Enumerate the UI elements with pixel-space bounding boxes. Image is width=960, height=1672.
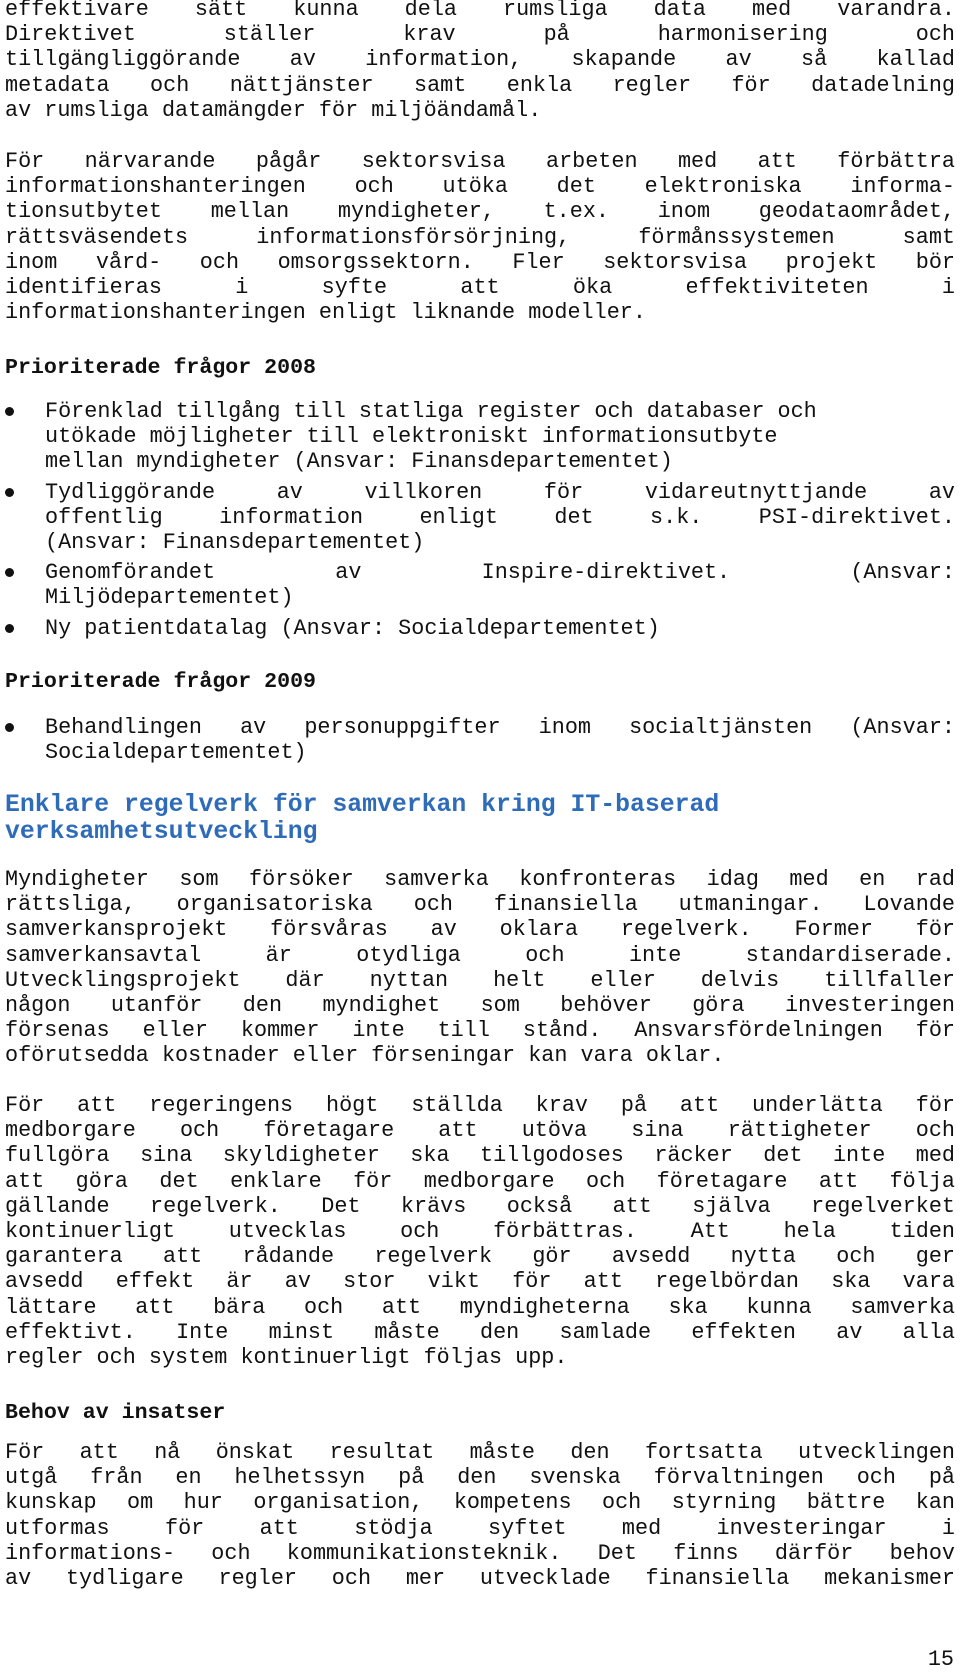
paragraph-regeringen xyxy=(5,1093,955,1370)
list-item xyxy=(5,616,955,641)
bullet-icon xyxy=(5,407,14,416)
bullet-icon xyxy=(5,723,14,732)
text-line: försenas eller kommer inte till stånd. Ansvarsfördelningen för xyxy=(5,1018,955,1044)
text-line: garantera att rådande regelverk gör avsedd nytta och ger xyxy=(5,1244,955,1270)
paragraph-intro xyxy=(5,0,955,123)
text-line: att göra det enklare för medborgare och företagare att följa xyxy=(5,1168,955,1194)
text-line: Miljödepartementet) xyxy=(45,585,294,611)
bullet-icon xyxy=(5,568,14,577)
text-line: För att regeringens högt ställda krav på att underlätta för xyxy=(5,1093,955,1118)
text-line: utökade möjligheter till elektroniskt informationsutbyte xyxy=(45,424,778,450)
text-line: Myndigheter som försöker samverka konfronteras idag med en rad xyxy=(5,867,955,892)
text-line: Ny patientdatalag (Ansvar: Socialdepartementet) xyxy=(45,615,660,641)
text-line: tionsutbytet mellan myndigheter, t.ex. inom geodataområdet, xyxy=(5,199,955,225)
text-line: regler och system kontinuerligt följas upp. xyxy=(5,1344,568,1370)
text-line: (Ansvar: Finansdepartementet) xyxy=(45,529,425,555)
heading-line: verksamhetsutveckling xyxy=(5,818,318,846)
text-line: Utvecklingsprojekt där nyttan helt eller delvis tillfaller xyxy=(5,967,955,993)
text-line: fullgöra sina skyldigheter ska tillgodoses räcker det inte med xyxy=(5,1143,955,1169)
paragraph-behov xyxy=(5,1440,955,1591)
paragraph-myndigheter xyxy=(5,867,955,1069)
text-line: medborgare och företagare att utöva sina rättigheter och xyxy=(5,1118,955,1144)
text-line: identifieras i syfte att öka effektiviteten i xyxy=(5,274,955,300)
text-line: inom vård- och omsorgssektorn. Fler sektorsvisa projekt bör xyxy=(5,249,955,275)
text-line: kontinuerligt utvecklas och förbättras. Att hela tiden xyxy=(5,1218,955,1244)
section-subheading: Behov av insatser xyxy=(5,1401,226,1425)
section-subheading: Prioriterade frågor 2008 xyxy=(5,356,317,380)
text-line: För närvarande pågår sektorsvisa arbeten med att förbättra xyxy=(5,149,955,174)
text-line: lättare att bära och att myndigheterna ska kunna samverka xyxy=(5,1294,955,1320)
text-line: någon utanför den myndighet som behöver göra investeringen xyxy=(5,992,955,1018)
text-line: Socialdepartementet) xyxy=(45,740,307,766)
text-line: rättsliga, organisatoriska och finansiella utmaningar. Lovande xyxy=(5,892,955,918)
bullet-icon xyxy=(5,488,14,497)
heading-line: Enklare regelverk för samverkan kring IT-baserad xyxy=(5,791,720,819)
heading-behov xyxy=(5,1401,955,1426)
section-subheading: Prioriterade frågor 2009 xyxy=(5,670,317,694)
heading-2009 xyxy=(5,670,955,695)
text-line: oförutsedda kostnader eller förseningar kan vara oklar. xyxy=(5,1043,725,1069)
text-line: Genomförandet av Inspire-direktivet. (Ansvar: xyxy=(45,560,955,586)
section-heading xyxy=(5,792,955,846)
bullet-list-2008 xyxy=(5,399,955,641)
text-line: effektivare sätt kunna dela rumsliga data med varandra. xyxy=(5,0,955,22)
text-line: gällande regelverk. Det krävs också att själva regelverket xyxy=(5,1193,955,1219)
text-line: Behandlingen av personuppgifter inom socialtjänsten (Ansvar: xyxy=(45,715,955,740)
paragraph-sector xyxy=(5,149,955,325)
bullet-icon xyxy=(5,624,14,633)
text-line: effektivt. Inte minst måste den samlade effekten av alla xyxy=(5,1319,955,1345)
text-line: Direktivet ställer krav på harmonisering och xyxy=(5,22,955,48)
text-line: rättsväsendets informationsförsörjning, förmånssystemen samt xyxy=(5,224,955,250)
text-line: avsedd effekt är av stor vikt för att regelbördan ska vara xyxy=(5,1269,955,1295)
text-line: Förenklad tillgång till statliga register och databaser och xyxy=(45,399,817,424)
text-line: utgå från en helhetssyn på den svenska förvaltningen och på xyxy=(5,1465,955,1491)
text-line: offentlig information enligt det s.k. PSI-direktivet. xyxy=(45,504,955,530)
text-line: informationshanteringen och utöka det elektroniska informa- xyxy=(5,174,955,200)
text-line: informations- och kommunikationsteknik. Det finns därför behov xyxy=(5,1540,955,1566)
page-number: 15 xyxy=(927,1647,954,1672)
text-line: utformas för att stödja syftet med investeringar i xyxy=(5,1515,955,1541)
list-item xyxy=(5,560,955,610)
heading-2008 xyxy=(5,356,955,381)
text-line: samverkansprojekt försvåras av oklara regelverk. Former för xyxy=(5,917,955,943)
bullet-list-2009 xyxy=(5,715,955,765)
text-line: av tydligare regler och mer utvecklade finansiella mekanismer xyxy=(5,1565,955,1591)
text-line: Tydliggörande av villkoren för vidareutnyttjande av xyxy=(45,479,955,505)
text-line: samverkansavtal är otydliga och inte standardiserade. xyxy=(5,942,955,968)
list-item xyxy=(5,715,955,765)
list-item xyxy=(5,480,955,556)
text-line: metadata och nättjänster samt enkla regler för datadelning xyxy=(5,72,955,98)
text-line: informationshanteringen enligt liknande modeller. xyxy=(5,300,646,326)
list-item xyxy=(5,399,955,475)
text-line: tillgängliggörande av information, skapande av så kallad xyxy=(5,47,955,73)
text-line: mellan myndigheter (Ansvar: Finansdepartementet) xyxy=(45,449,673,475)
text-line: av rumsliga datamängder för miljöändamål. xyxy=(5,97,542,123)
text-line: För att nå önskat resultat måste den fortsatta utvecklingen xyxy=(5,1440,955,1465)
text-line: kunskap om hur organisation, kompetens och styrning bättre kan xyxy=(5,1490,955,1516)
